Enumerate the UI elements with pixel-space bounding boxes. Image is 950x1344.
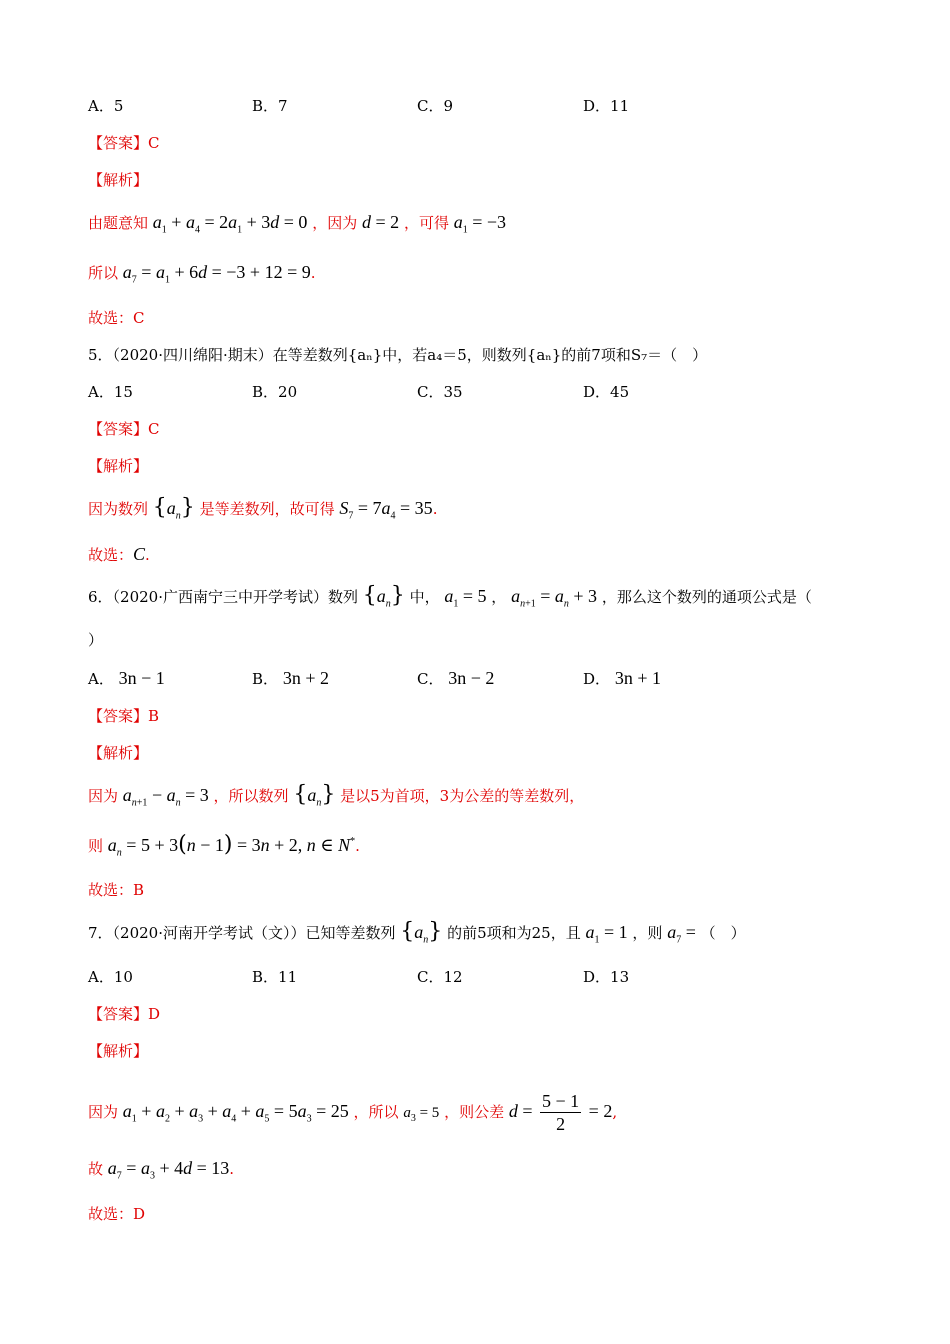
q4-answer: 【答案】C xyxy=(88,134,160,152)
q7-sol1-prefix: 因为 xyxy=(88,1103,119,1121)
q5-conclusion-value: C xyxy=(133,544,146,564)
q5-conclusion: 故选：C. xyxy=(88,544,150,564)
q5-sol1-mid: 是等差数列，故可得 xyxy=(199,500,335,518)
q4-option-d: D．11 xyxy=(583,97,630,115)
q6-solution-line-2: 则 $a_n = 5 + 3(n - 1) = 3n + 2$, n ∈ N*. xyxy=(88,832,360,859)
q4-sol2-prefix: 所以 xyxy=(88,264,119,282)
q7-stem xyxy=(88,919,746,946)
q4-conclusion: 故选：C xyxy=(88,309,145,327)
q6-formula-a1: $a_1 = 5$ xyxy=(444,586,487,610)
q7-analysis-label: 【解析】 xyxy=(88,1042,149,1060)
q7-stem-suffix: （ ） xyxy=(700,924,746,942)
q4-formula-1: $a_1 + a_4 = 2a_1 + 3d = 0$ xyxy=(152,212,308,236)
q7-solution-line-2: 故 $a_7 = a_3 + 4d = 13$. xyxy=(88,1158,235,1182)
q6-option-b: B． 3n + 2 xyxy=(252,668,329,688)
q6-formula-seq: $\{a_n\}$ xyxy=(362,583,405,610)
q6-stem-suffix: ，那么这个数列的通项公式是（ xyxy=(601,588,812,606)
q7-formula-seq: $\{a_n\}$ xyxy=(400,919,443,946)
q7-formula-a1: $a_1 = 1$ xyxy=(585,922,628,946)
q7-formula-1: $a_1 + a_2 + a_3 + a_4 + a_5 = 5a_3 = 25$ xyxy=(122,1101,349,1125)
q4-formula-3: $a_1 = -3$ xyxy=(453,212,507,236)
q7-formula-4: $a_7 = a_3 + 4d = 13$ xyxy=(107,1158,230,1182)
q7-stem-mid2: ，则 xyxy=(632,924,663,942)
q6-analysis-label: 【解析】 xyxy=(88,744,149,762)
q5-option-a: A．15 xyxy=(88,383,133,401)
q4-sol1-mid1: ，因为 xyxy=(312,214,358,232)
q6-sol1-suffix: 是以5为首项，3为公差的等差数列， xyxy=(340,787,585,805)
q7-solution-line-1: 因为 $a_1 + a_2 + a_3 + a_4 + a_5 = 5a_3 = 25$ ，所以 $a_3 = 5$ ，则公差 d = $\frac{5 - 1}{2}$ = 2, xyxy=(88,1091,618,1135)
q7-option-d: D．13 xyxy=(583,968,630,986)
q6-formula-1: $a_{n+1} - a_n = 3$ xyxy=(122,785,209,809)
q6-stem-line-1 xyxy=(88,583,812,610)
q6-stem-mid2: ， xyxy=(491,588,507,606)
q6-stem-prefix: 6．（2020·广西南宁三中开学考试）数列 xyxy=(88,588,358,606)
q7-option-b: B．11 xyxy=(252,968,298,986)
q7-answer: 【答案】D xyxy=(88,1005,161,1023)
q5-solution-line-1: 因为数列 $\{a_n\}$ 是等差数列，故可得 $S_7 = 7a_4 = 35$. xyxy=(88,495,438,522)
q6-formula-3: $a_n = 5 + 3(n - 1) = 3n + 2$, n ∈ N* xyxy=(107,832,356,859)
q5-answer: 【答案】C xyxy=(88,420,160,438)
q6-option-c: C． 3n − 2 xyxy=(417,668,495,688)
q4-option-a: A．5 xyxy=(88,97,124,115)
q5-conclusion-prefix: 故选： xyxy=(88,546,134,564)
q5-analysis-label: 【解析】 xyxy=(88,457,149,475)
q4-sol1-mid2: ，可得 xyxy=(403,214,449,232)
q7-sol1-mid2: ，则公差 xyxy=(444,1103,505,1121)
q6-formula-2: $\{a_n\}$ xyxy=(293,782,336,809)
q6-formula-recur: $a_{n+1} = a_n + 3$ xyxy=(511,586,598,610)
q6-sol1-prefix: 因为 xyxy=(88,787,119,805)
q4-sol1-prefix: 由题意知 xyxy=(88,214,149,232)
q4-formula-2: d = 2 xyxy=(362,212,400,232)
q5-option-c: C．35 xyxy=(417,383,463,401)
q6-solution-line-1 xyxy=(88,782,585,809)
q4-solution-line-1 xyxy=(88,212,507,236)
q7-option-a: A．10 xyxy=(88,968,133,986)
q6-sol2-prefix: 则 xyxy=(88,837,104,855)
q5-option-b: B．20 xyxy=(252,383,298,401)
q6-option-a: A． 3n − 1 xyxy=(88,668,165,688)
q4-solution-line-2: 所以 $a_7 = a_1 + 6d = -3 + 12 = 9$. xyxy=(88,262,316,286)
q7-formula-3: d = $\frac{5 - 1}{2}$ = 2 xyxy=(508,1091,613,1135)
q7-sol1-mid: ，所以 xyxy=(353,1103,399,1121)
q7-stem-prefix: 7．（2020·河南开学考试（文））已知等差数列 xyxy=(88,924,396,942)
q6-answer: 【答案】B xyxy=(88,707,160,725)
q7-conclusion: 故选：D xyxy=(88,1205,146,1223)
q7-option-c: C．12 xyxy=(417,968,463,986)
q7-formula-a7: $a_7$ = xyxy=(667,922,696,946)
q4-option-b: B．7 xyxy=(252,97,288,115)
q6-conclusion: 故选：B xyxy=(88,881,145,899)
q5-formula-2: $S_7 = 7a_4 = 35$ xyxy=(339,498,433,522)
q7-stem-mid: 的前5项和为25，且 xyxy=(447,924,581,942)
q6-stem-mid1: 中， xyxy=(409,588,440,606)
q4-analysis-label: 【解析】 xyxy=(88,171,149,189)
q4-option-c: C．9 xyxy=(417,97,454,115)
q6-option-d: D． 3n + 1 xyxy=(583,668,661,688)
q6-sol1-mid: ，所以数列 xyxy=(213,787,289,805)
q5-stem: 5．（2020·四川绵阳·期末）在等差数列{aₙ}中，若a₄＝5，则数列{aₙ}的前7项和S₇＝（ ） xyxy=(88,346,708,364)
q5-formula-1: $\{a_n\}$ xyxy=(152,495,195,522)
q4-formula-4: $a_7 = a_1 + 6d = -3 + 12 = 9$ xyxy=(122,262,311,286)
q5-option-d: D．45 xyxy=(583,383,630,401)
q7-sol2-prefix: 故 xyxy=(88,1160,104,1178)
q5-sol1-prefix: 因为数列 xyxy=(88,500,149,518)
q7-formula-2: $a_3 = 5$ xyxy=(403,1105,440,1124)
q6-stem-close: ） xyxy=(88,631,104,649)
